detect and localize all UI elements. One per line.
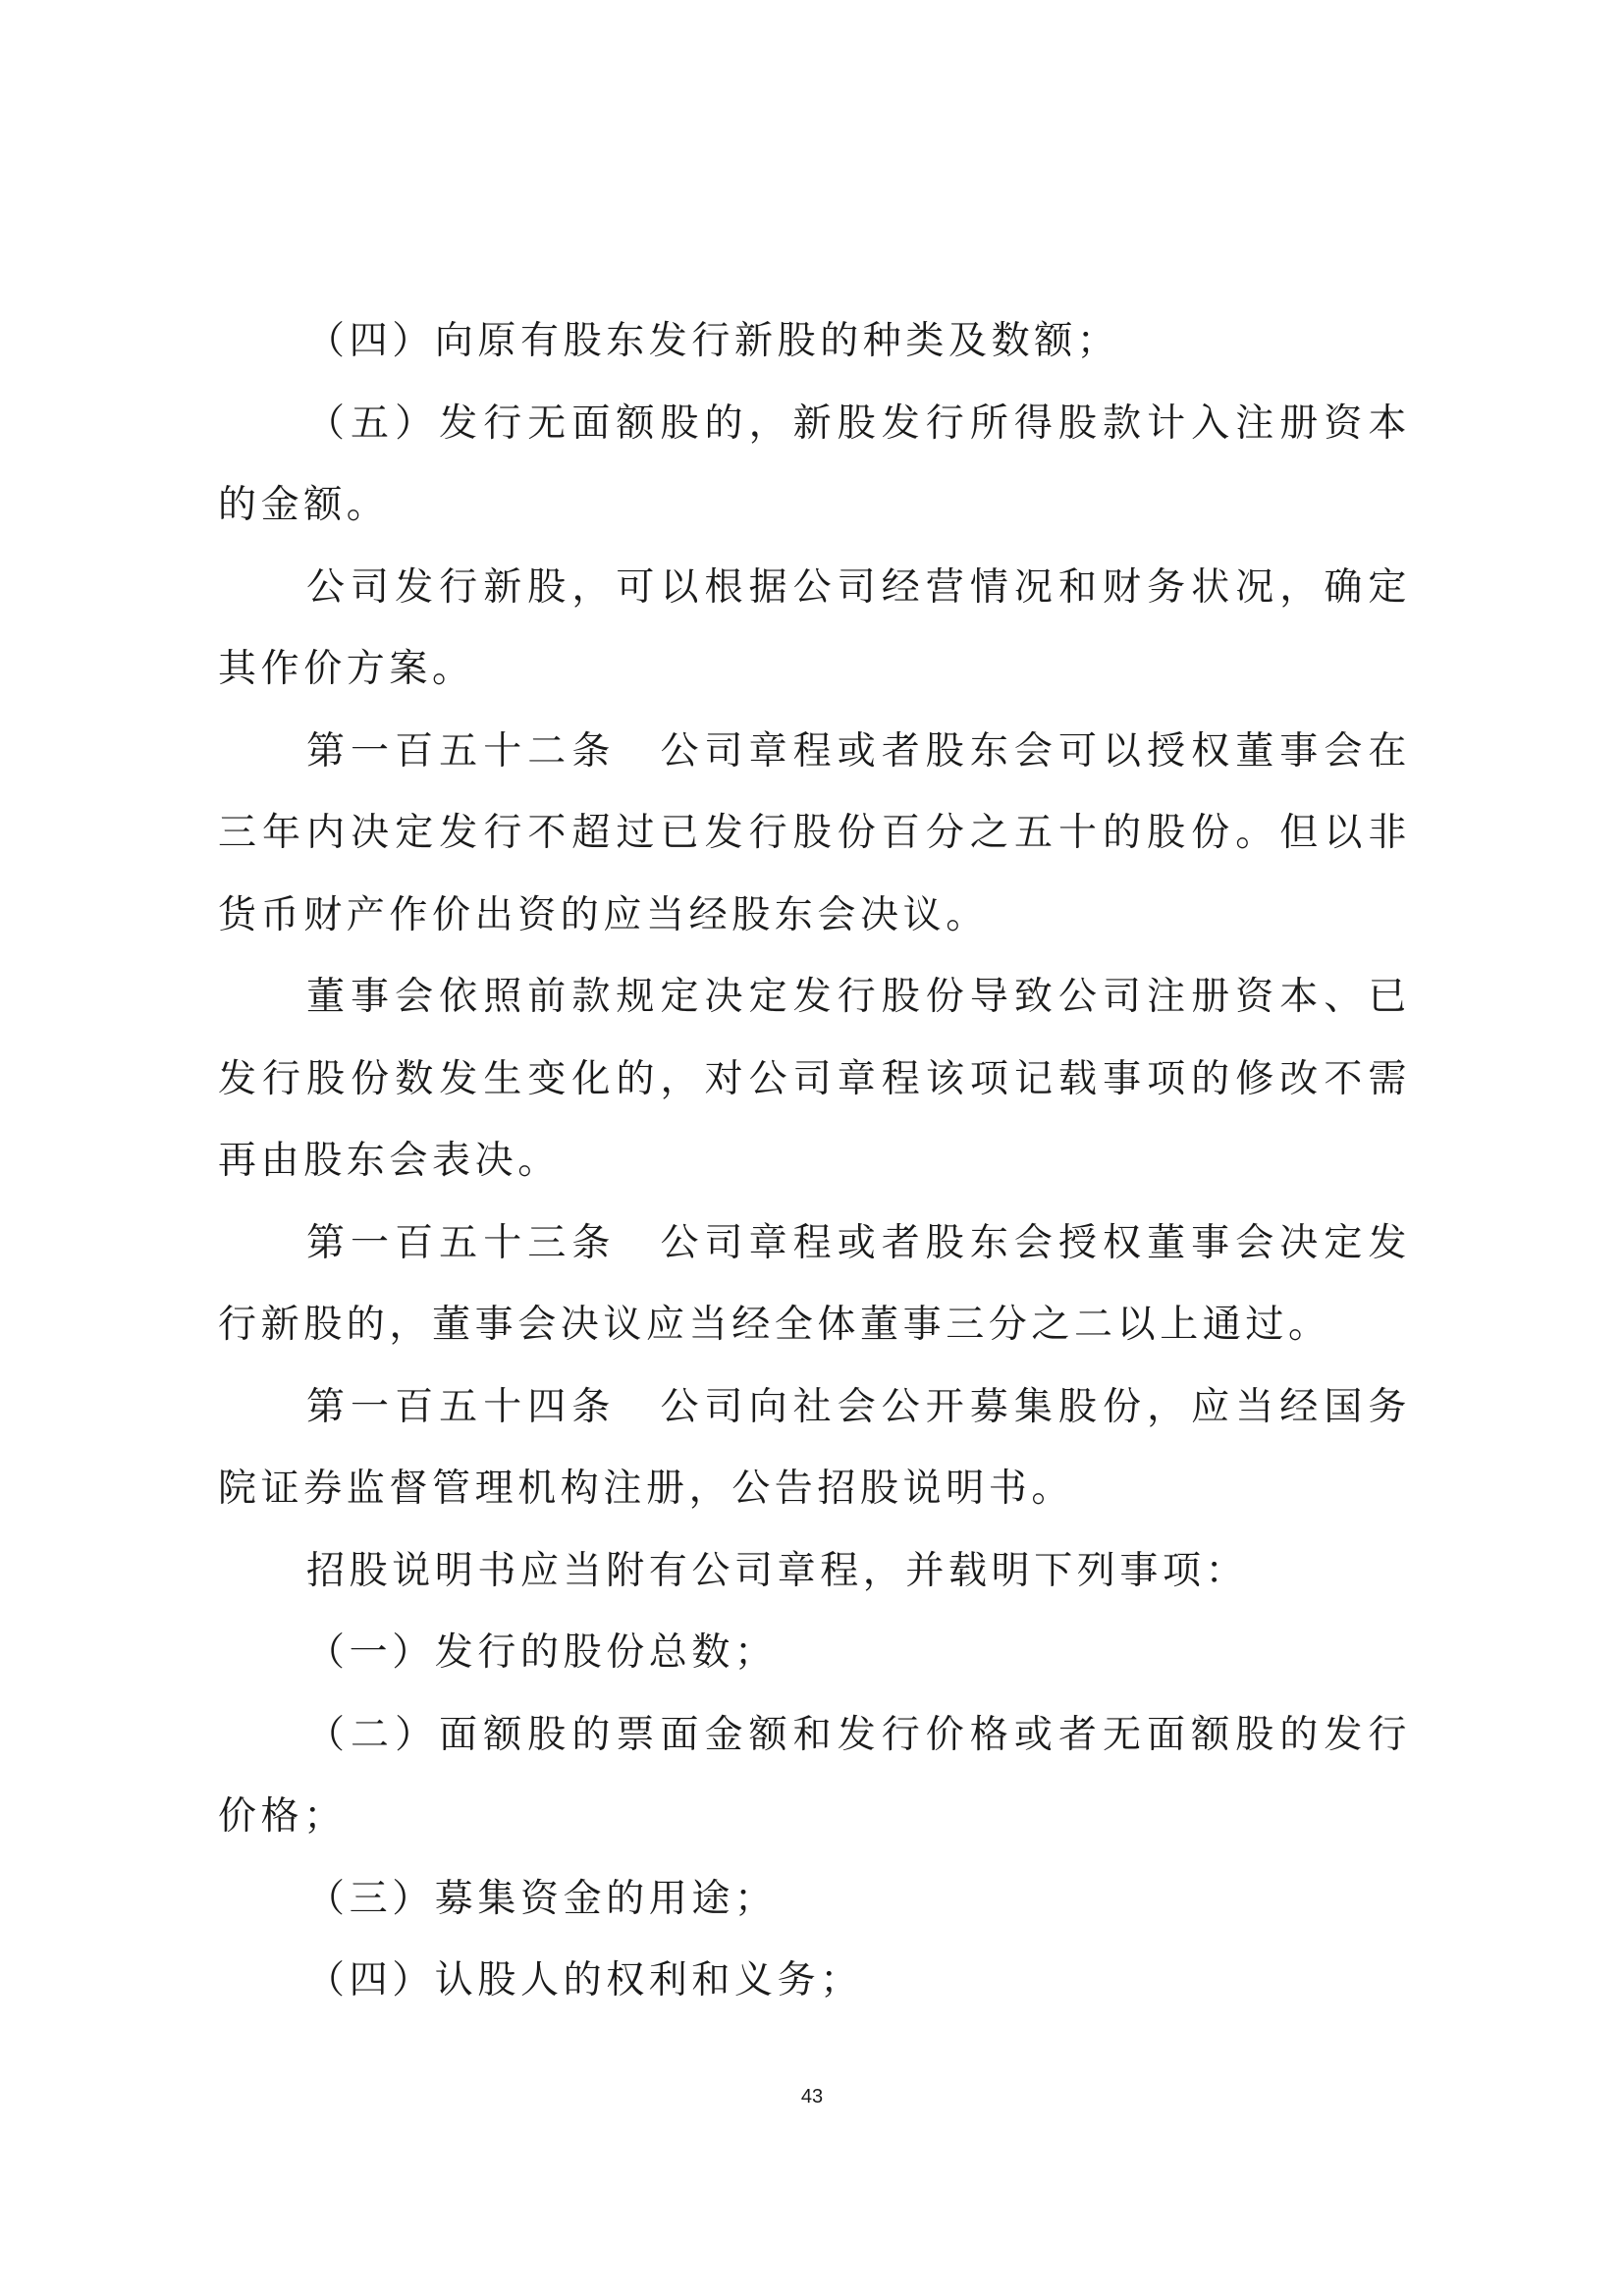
page-number: 43: [800, 2086, 824, 2108]
prospectus-item-3: （三）募集资金的用途；: [306, 1876, 778, 1921]
document-body: [218, 300, 1411, 2022]
article-152: 第一百五十二条 公司章程或者股东会可以授权董事会在三年内决定发行不超过已发行股份百分之五十的股份。但以非货币财产作价出资的应当经股东会决议。: [218, 728, 1411, 937]
paragraph-prospectus-items-intro: 招股说明书应当附有公司章程，并载明下列事项：: [306, 1548, 1249, 1593]
prospectus-item-4: （四）认股人的权利和义务；: [306, 1958, 863, 2002]
paragraph-new-shares-pricing: 公司发行新股，可以根据公司经营情况和财务状况，确定其作价方案。: [218, 564, 1411, 691]
paragraph-item-4: （四）向原有股东发行新股的种类及数额；: [306, 319, 1120, 363]
paragraph-board-decision: 董事会依照前款规定决定发行股份导致公司注册资本、已发行股份数发生变化的，对公司章程该项记载事项的修改不需再由股东会表决。: [218, 975, 1411, 1183]
paragraph-item-5: （五）发行无面额股的，新股发行所得股款计入注册资本的金额。: [218, 400, 1411, 527]
article-153: 第一百五十三条 公司章程或者股东会授权董事会决定发行新股的，董事会决议应当经全体董事三分之二以上通过。: [218, 1220, 1411, 1347]
prospectus-item-2: （二）面额股的票面金额和发行价格或者无面额股的发行价格；: [218, 1712, 1411, 1839]
article-154: 第一百五十四条 公司向社会公开募集股份，应当经国务院证券监督管理机构注册，公告招股说明书。: [218, 1384, 1411, 1511]
prospectus-item-1: （一）发行的股份总数；: [306, 1630, 778, 1675]
